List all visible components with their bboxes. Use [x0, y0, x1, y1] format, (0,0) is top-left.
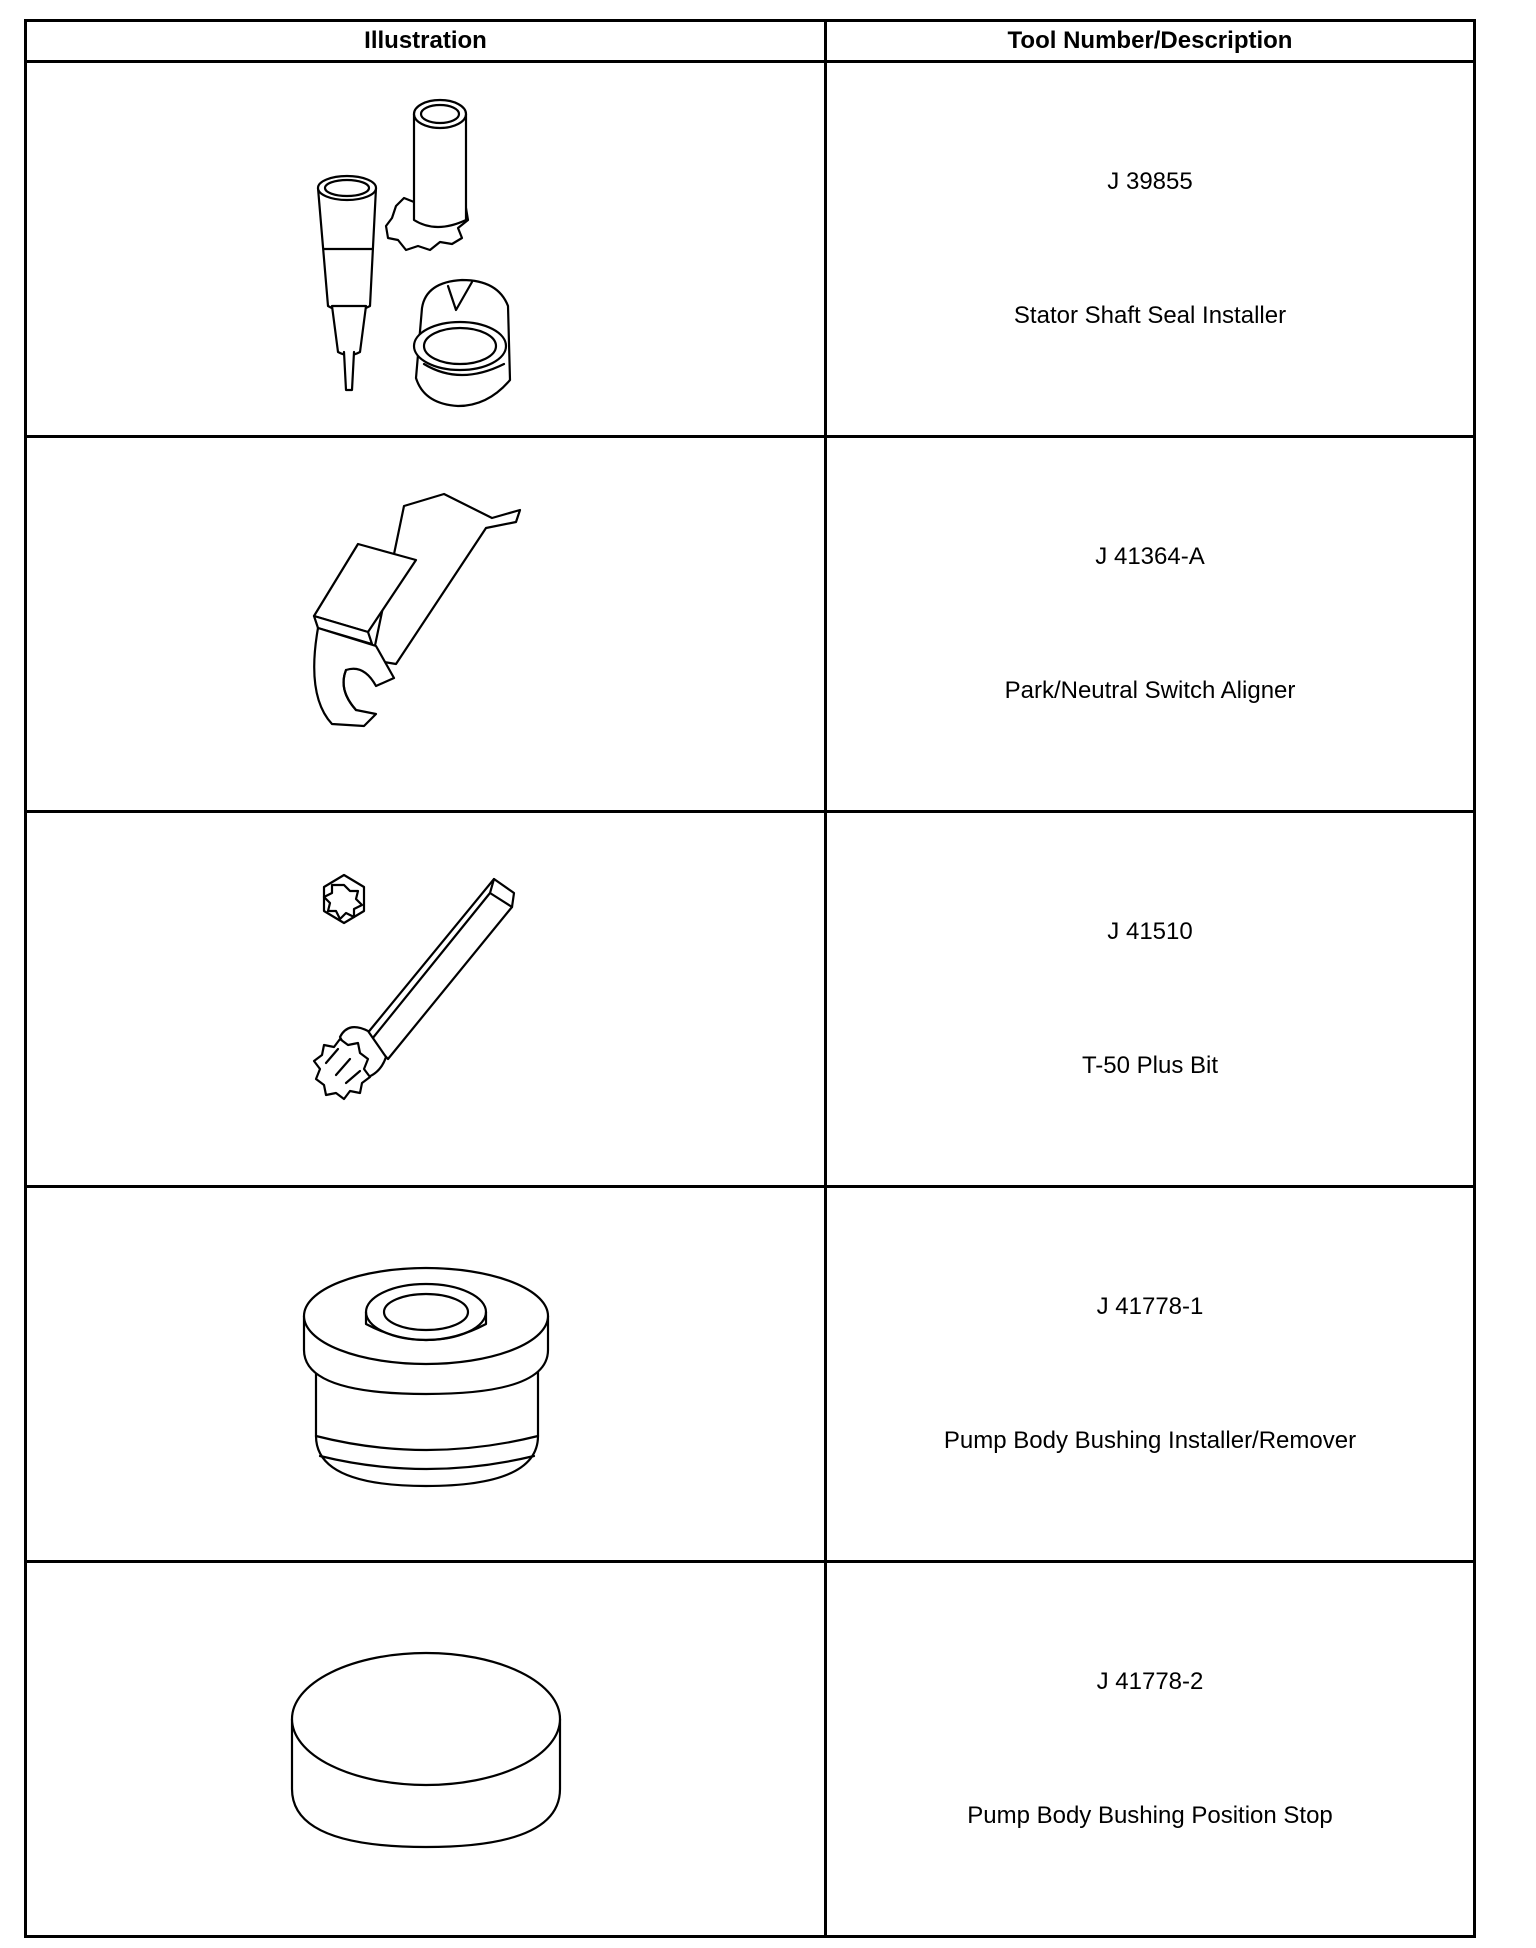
header-tool-number-description: Tool Number/Description: [826, 21, 1475, 62]
table-header-row: [26, 21, 1475, 62]
tool-description: Pump Body Bushing Position Stop: [967, 1802, 1333, 1829]
pump-body-bushing-installer-illustration: [276, 1224, 576, 1524]
tool-number: J 41778-1: [1096, 1293, 1204, 1320]
illustration-cell: [26, 62, 826, 437]
illustration-cell: [26, 1187, 826, 1562]
tool-number: J 41510: [1107, 918, 1193, 945]
t50-plus-bit-illustration: [276, 849, 576, 1149]
tool-description: Park/Neutral Switch Aligner: [1004, 677, 1296, 704]
tool-description-cell: [826, 62, 1475, 437]
illustration-cell: [26, 812, 826, 1187]
illustration-cell: [26, 437, 826, 812]
tool-description: Pump Body Bushing Installer/Remover: [943, 1427, 1357, 1454]
table-row: [26, 437, 1475, 812]
table-row: [26, 1562, 1475, 1937]
illustration-cell: [26, 1562, 826, 1937]
park-neutral-switch-aligner-illustration: [276, 474, 576, 774]
table-row: [26, 812, 1475, 1187]
table-row: [26, 62, 1475, 437]
tool-description-cell: [826, 437, 1475, 812]
tool-description: T-50 Plus Bit: [1081, 1052, 1219, 1079]
table-row: [26, 1187, 1475, 1562]
tool-description-cell: [826, 1187, 1475, 1562]
tool-description-cell: [826, 812, 1475, 1187]
tool-number: J 39855: [1107, 168, 1193, 195]
tool-description: Stator Shaft Seal Installer: [1013, 302, 1287, 329]
special-tools-table: [24, 19, 1476, 1938]
header-illustration: Illustration: [26, 21, 826, 62]
tool-number: J 41364-A: [1095, 543, 1205, 570]
stator-shaft-seal-installer-illustration: [276, 74, 576, 424]
pump-body-bushing-position-stop-illustration: [276, 1599, 576, 1899]
tool-description-cell: [826, 1562, 1475, 1937]
tool-number: J 41778-2: [1096, 1668, 1204, 1695]
